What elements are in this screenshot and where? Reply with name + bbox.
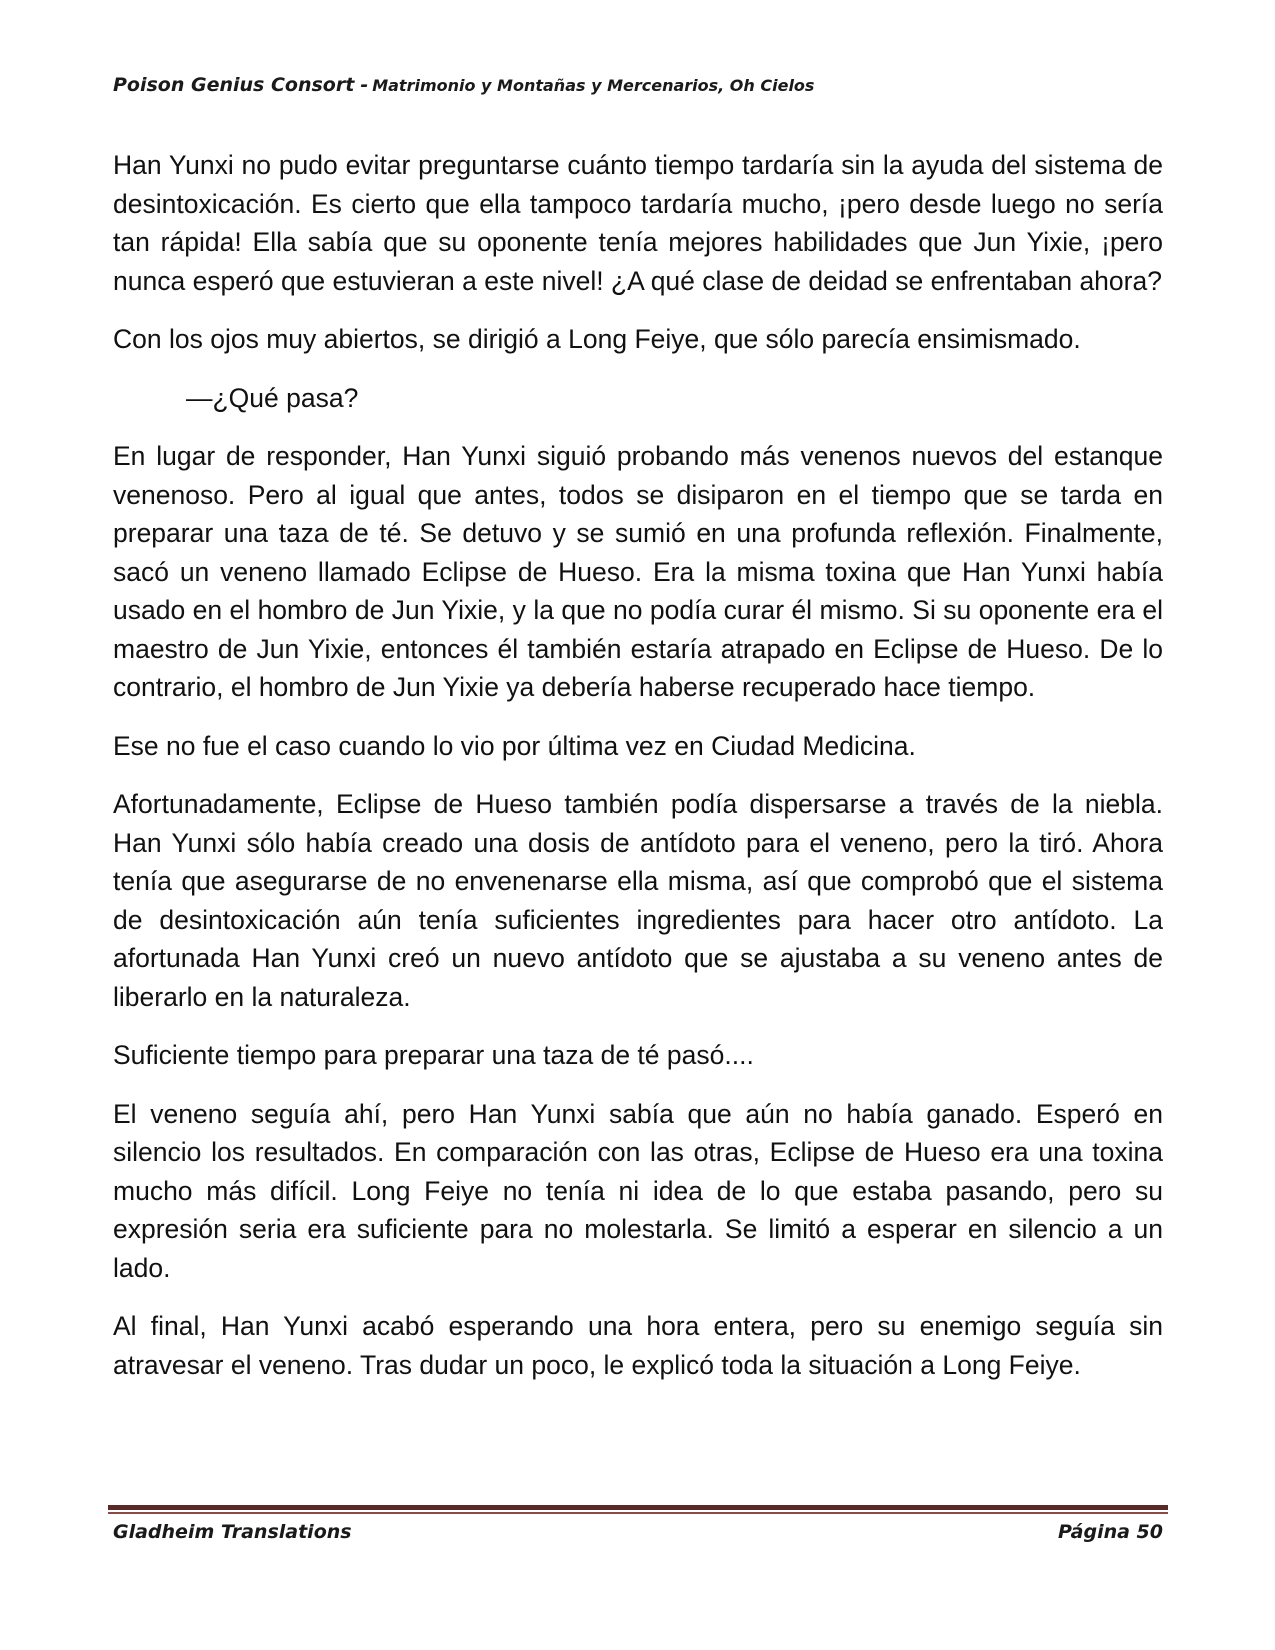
- paragraph: Al final, Han Yunxi acabó esperando una hora entera, pero su enemigo seguía sin atravesar el veneno. Tras dudar un poco, le explicó toda la situación a Long Feiye.: [113, 1311, 1163, 1380]
- publisher-name: Gladheim Translations: [113, 1521, 352, 1543]
- footer-rule-thin: [108, 1512, 1168, 1514]
- paragraph: Afortunadamente, Eclipse de Hueso también podía dispersarse a través de la niebla. Han Yunxi sólo había creado una dosis de antídoto para el veneno, pero la tiró. Ahora tenía que asegurarse de no envenenarse ella misma, así que comprobó que el sistema de desintoxicación aún tenía suficientes ingredientes para hacer otro antídoto. La afortunada Han Yunxi creó un nuevo antídoto que se ajustaba a su veneno antes de liberarlo en la naturaleza.: [113, 789, 1163, 1012]
- footer-rule: [108, 1505, 1168, 1510]
- dialogue-line: —¿Qué pasa?: [186, 382, 359, 413]
- page-number: Página 50: [1057, 1521, 1163, 1543]
- paragraph: Suficiente tiempo para preparar una taza de té pasó....: [113, 1040, 754, 1070]
- book-title: Poison Genius Consort: [113, 74, 355, 96]
- body-text: [113, 146, 1163, 1404]
- chapter-title: Matrimonio y Montañas y Mercenarios, Oh Cielos: [372, 76, 815, 95]
- paragraph: Ese no fue el caso cuando lo vio por última vez en Ciudad Medicina.: [113, 730, 916, 761]
- paragraph: Con los ojos muy abiertos, se dirigió a Long Feiye, que sólo parecía ensimismado.: [113, 324, 1081, 354]
- running-header: [113, 74, 1163, 96]
- paragraph: Han Yunxi no pudo evitar preguntarse cuánto tiempo tardaría sin la ayuda del sistema de desintoxicación. Es cierto que ella tampoco tardaría mucho, ¡pero desde luego no sería tan rápida! Ella sabía que su oponente tenía mejores habilidades que Jun Yixie, ¡pero nunca esperó que estuvieran a este nivel! ¿A qué clase de deidad se enfrentaban ahora?: [113, 150, 1163, 296]
- paragraph: En lugar de responder, Han Yunxi siguió probando más venenos nuevos del estanque venenoso. Pero al igual que antes, todos se disiparon en el tiempo que se tarda en preparar una taza de té. Se detuvo y se sumió en una profunda reflexión. Finalmente, sacó un veneno llamado Eclipse de Hueso. Era la misma toxina que Han Yunxi había usado en el hombro de Jun Yixie, y la que no podía curar él mismo. Si su oponente era el maestro de Jun Yixie, entonces él también estaría atrapado en Eclipse de Hueso. De lo contrario, el hombro de Jun Yixie ya debería haberse recuperado hace tiempo.: [113, 441, 1163, 702]
- paragraph: El veneno seguía ahí, pero Han Yunxi sabía que aún no había ganado. Esperó en silencio los resultados. En comparación con las otras, Eclipse de Hueso era una toxina mucho más difícil. Long Feiye no tenía ni idea de lo que estaba pasando, pero su expresión seria era suficiente para no molestarla. Se limitó a esperar en silencio a un lado.: [113, 1098, 1163, 1283]
- header-separator: -: [360, 74, 369, 96]
